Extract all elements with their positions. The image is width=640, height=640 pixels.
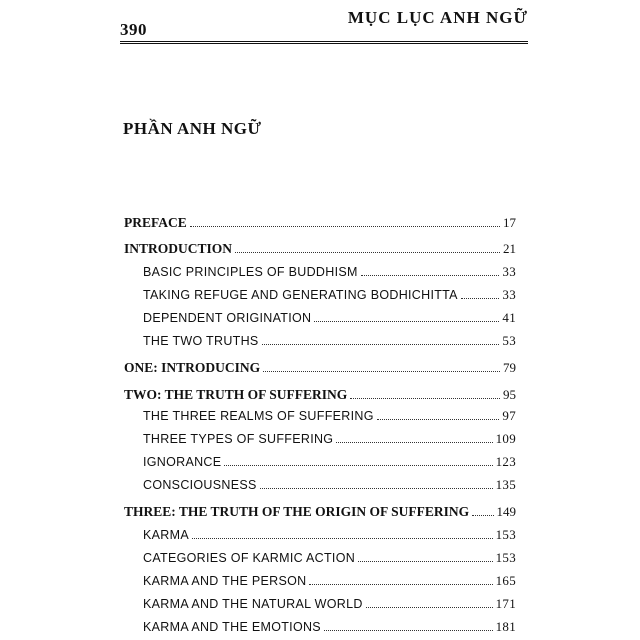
toc-chapter-entry [124, 385, 516, 405]
toc-chapter-entry [124, 502, 516, 522]
dot-leader [324, 629, 493, 631]
toc-entry-label: CATEGORIES OF KARMIC ACTION [143, 551, 356, 565]
toc-entry-page-number: 171 [495, 596, 516, 611]
dot-leader [192, 537, 493, 539]
toc-entry-page-number: 53 [502, 333, 516, 348]
toc-entry-label: KARMA AND THE EMOTIONS [143, 620, 321, 634]
toc-section-entry [143, 475, 516, 495]
toc-section-entry [143, 331, 516, 351]
toc-entry-page-number: 109 [495, 431, 516, 446]
toc-entry-page-number: 17 [503, 215, 516, 230]
dot-leader [309, 583, 492, 585]
toc-entry-label: BASIC PRINCIPLES OF BUDDHISM [143, 265, 358, 279]
toc-chapter-entry [124, 213, 516, 233]
toc-entry-page-number: 95 [503, 387, 516, 402]
toc-entry-page-number: 149 [496, 504, 516, 519]
dot-leader [262, 343, 500, 345]
toc-entry-page-number: 21 [503, 241, 516, 256]
toc-entry-label: DEPENDENT ORIGINATION [143, 311, 312, 325]
toc-entry-page-number: 79 [503, 360, 516, 375]
dot-leader [260, 487, 493, 489]
toc-entry-page-number: 41 [502, 310, 516, 325]
toc-section-entry [143, 525, 516, 545]
dot-leader [263, 370, 500, 372]
toc-entry-page-number: 33 [502, 287, 516, 302]
toc-entry-label: TAKING REFUGE AND GENERATING BODHICHITTA [143, 288, 458, 302]
dot-leader [377, 418, 500, 420]
toc-chapter-entry [124, 358, 516, 378]
toc-entry-page-number: 165 [495, 573, 516, 588]
dot-leader [336, 441, 492, 443]
toc-section-entry [143, 406, 516, 426]
toc-section-entry [143, 548, 516, 568]
dot-leader [461, 297, 500, 299]
toc-entry-page-number: 181 [495, 619, 516, 634]
dot-leader [358, 560, 493, 562]
dot-leader [366, 606, 493, 608]
toc-section-entry [143, 429, 516, 449]
toc-section-entry [143, 617, 516, 637]
toc-entry-label: TWO: THE TRUTH OF SUFFERING [124, 387, 348, 402]
toc-section-entry [143, 571, 516, 591]
toc-section-entry [143, 452, 516, 472]
toc-entry-label: KARMA AND THE NATURAL WORLD [143, 597, 363, 611]
toc-entry-label: KARMA [143, 528, 189, 542]
toc-entry-label: THREE TYPES OF SUFFERING [143, 432, 334, 446]
toc-entry-label: IGNORANCE [143, 455, 222, 469]
toc-entry-label: THREE: THE TRUTH OF THE ORIGIN OF SUFFERING [124, 504, 470, 519]
toc-entry-label: ONE: INTRODUCING [124, 360, 261, 375]
toc-entry-page-number: 33 [502, 264, 516, 279]
dot-leader [224, 464, 492, 466]
running-title: MỤC LỤC ANH NGỮ [347, 8, 528, 27]
toc-chapter-entry [124, 239, 516, 259]
dot-leader [361, 274, 500, 276]
toc-entry-page-number: 123 [495, 454, 516, 469]
toc-entry-page-number: 153 [495, 527, 516, 542]
dot-leader [472, 514, 493, 516]
toc-entry-page-number: 97 [502, 408, 516, 423]
toc-section-entry [143, 262, 516, 282]
section-title: PHẦN ANH NGỮ [123, 119, 262, 138]
toc-section-entry [143, 308, 516, 328]
dot-leader [350, 397, 500, 399]
toc-entry-page-number: 153 [495, 550, 516, 565]
toc-section-entry [143, 285, 516, 305]
toc-entry-label: CONSCIOUSNESS [143, 478, 257, 492]
toc-entry-label: PREFACE [124, 215, 187, 230]
dot-leader [235, 251, 500, 253]
toc-entry-label: THE THREE REALMS OF SUFFERING [143, 409, 374, 423]
toc-entry-label: THE TWO TRUTHS [143, 334, 259, 348]
toc-entry-label: KARMA AND THE PERSON [143, 574, 307, 588]
dot-leader [314, 320, 499, 322]
toc-entry-label: INTRODUCTION [124, 241, 233, 256]
toc-section-entry [143, 594, 516, 614]
page-number: 390 [120, 20, 147, 39]
toc-entry-page-number: 135 [495, 477, 516, 492]
dot-leader [190, 225, 500, 227]
